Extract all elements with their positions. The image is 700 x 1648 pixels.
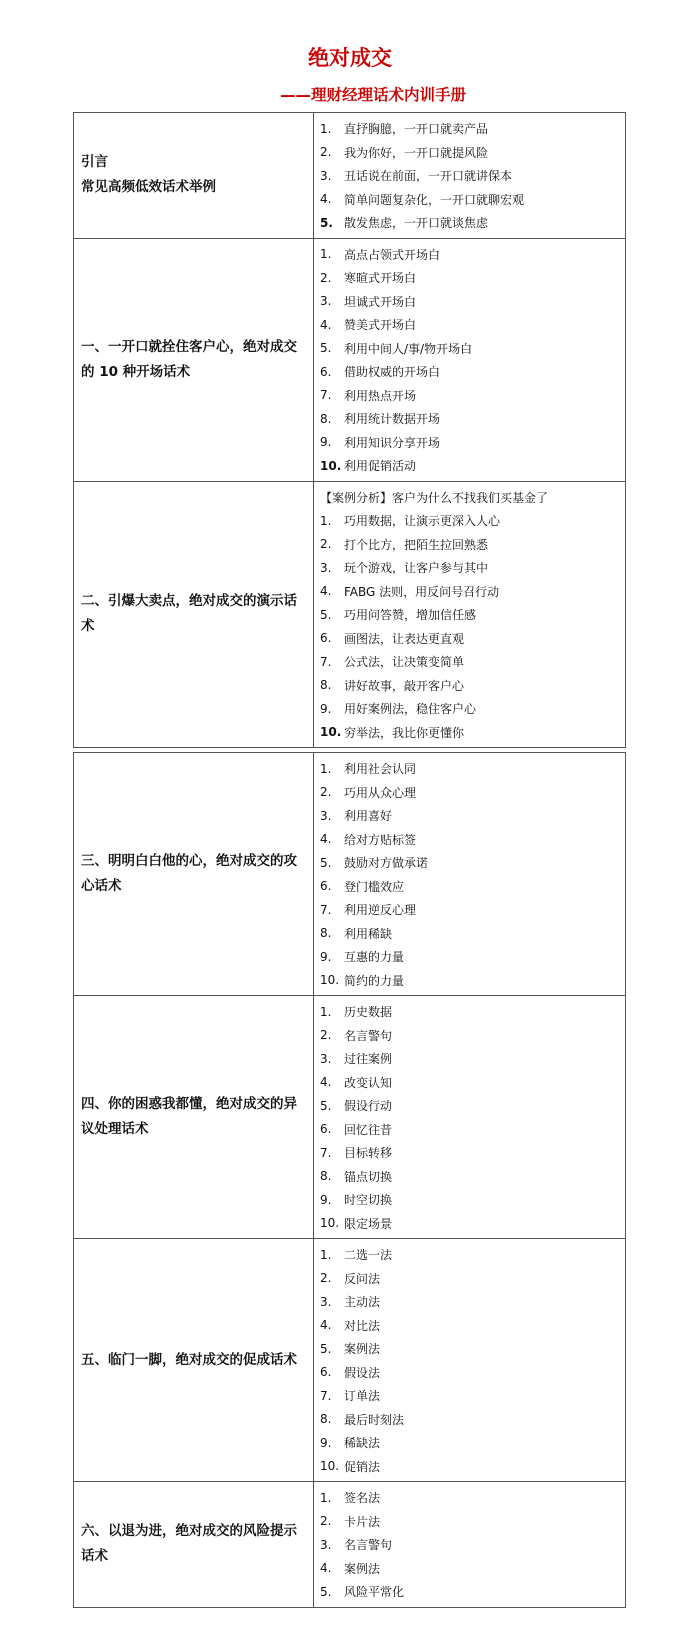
section-title-line: 一、一开口就拴住客户心，绝对成交的 10 种开场话术 — [81, 338, 297, 380]
list-item-text: 最后时刻法 — [344, 1412, 405, 1427]
list-item-text: 利用喜好 — [344, 809, 393, 824]
list-item-text: 订单法 — [344, 1389, 381, 1404]
section-title-line: 四、你的困惑我都懂，绝对成交的异议处理话术 — [81, 1096, 297, 1137]
list-item-text: 公式法，让决策变简单 — [344, 655, 465, 670]
list-item-number: 3. — [320, 294, 332, 309]
list-item-text: 利用稀缺 — [344, 926, 393, 941]
list-item-text: 借助权威的开场白 — [344, 365, 441, 380]
list-item-number: 9. — [320, 1192, 332, 1207]
list-item-text: 寒暄式开场白 — [344, 271, 417, 286]
list-item-number: 10. — [320, 1216, 340, 1231]
list-item-text: 巧用问答赞，增加信任感 — [344, 608, 477, 623]
list-item — [314, 1533, 625, 1557]
list-item-text: 利用促销活动 — [344, 459, 417, 474]
list-item-text: 促销法 — [344, 1459, 381, 1474]
list-item-number: 5. — [320, 1341, 332, 1356]
section-row — [74, 996, 626, 1239]
list-item-number: 2. — [320, 270, 332, 285]
list-item — [314, 1290, 625, 1314]
list-item-number: 5. — [320, 341, 332, 356]
list-item-number: 8. — [320, 1169, 332, 1184]
case-analysis-note: 【案例分析】客户为什么不找我们买基金了 — [320, 490, 549, 505]
section-title — [74, 113, 314, 239]
list-item — [314, 509, 625, 533]
list-item — [314, 1267, 625, 1291]
list-item — [314, 1071, 625, 1095]
list-item-number: 4. — [320, 1318, 332, 1333]
list-item-text: 利用统计数据开场 — [344, 412, 441, 427]
list-item-number: 7. — [320, 1388, 332, 1403]
list-item — [314, 1000, 625, 1024]
list-item-text: 反问法 — [344, 1271, 381, 1286]
list-item — [314, 945, 625, 969]
section-items — [314, 1239, 626, 1482]
list-item — [314, 1024, 625, 1048]
list-item-text: 假设法 — [344, 1365, 381, 1380]
list-item — [314, 431, 625, 455]
list-item-text: 画图法，让表达更直观 — [344, 631, 465, 646]
list-item-text: 利用中间人/事/物开场白 — [344, 341, 473, 356]
list-item-number: 2. — [320, 145, 332, 160]
section-title — [74, 1482, 314, 1608]
section-row — [74, 113, 626, 239]
list-item — [314, 1047, 625, 1071]
list-item — [314, 384, 625, 408]
list-item — [314, 1431, 625, 1455]
list-item-number: 9. — [320, 1435, 332, 1450]
list-item-number: 3. — [320, 1537, 332, 1552]
list-item-number: 10. — [320, 725, 342, 740]
section-title — [74, 996, 314, 1239]
section-row — [74, 481, 626, 748]
list-item-text: 过往案例 — [344, 1052, 393, 1067]
list-item — [314, 290, 625, 314]
list-item-text: 案例法 — [344, 1342, 381, 1357]
list-item — [314, 922, 625, 946]
list-item-text: 巧用数据，让演示更深入人心 — [344, 514, 501, 529]
list-item-number: 3. — [320, 1294, 332, 1309]
list-item-number: 2. — [320, 1514, 332, 1529]
list-item-number: 3. — [320, 808, 332, 823]
list-item-text: 巧用从众心理 — [344, 785, 417, 800]
list-item — [314, 556, 625, 580]
list-item-number: 5. — [320, 607, 332, 622]
list-item-text: 名言警句 — [344, 1028, 393, 1043]
list-item-number: 3. — [320, 560, 332, 575]
list-item — [314, 1486, 625, 1510]
document-title: 绝对成交 — [308, 46, 392, 70]
list-item-number: 1. — [320, 121, 332, 136]
section-title-line: 三、明明白白他的心，绝对成交的攻心话术 — [81, 853, 297, 894]
list-item — [314, 1165, 625, 1189]
list-item — [314, 243, 625, 267]
list-item — [314, 1384, 625, 1408]
list-item — [314, 1314, 625, 1338]
list-item-number: 9. — [320, 949, 332, 964]
list-item — [314, 1118, 625, 1142]
list-item-text: 锚点切换 — [344, 1169, 393, 1184]
list-item — [314, 1243, 625, 1267]
list-item-number: 7. — [320, 1145, 332, 1160]
list-item-number: 7. — [320, 388, 332, 403]
list-item-text: 目标转移 — [344, 1146, 393, 1161]
list-item — [314, 875, 625, 899]
list-item-text: 坦诚式开场白 — [344, 294, 417, 309]
list-item-text: 我为你好，一开口就提风险 — [344, 145, 489, 160]
list-item-text: 给对方贴标签 — [344, 832, 417, 847]
section-items — [314, 113, 626, 239]
list-item-text: 假设行动 — [344, 1099, 393, 1114]
list-item-text: 签名法 — [344, 1491, 381, 1506]
list-item-text: 利用逆反心理 — [344, 903, 417, 918]
list-item-text: 讲好故事，敲开客户心 — [344, 678, 465, 693]
list-item — [314, 313, 625, 337]
toc-table-2 — [73, 752, 626, 1608]
section-row — [74, 238, 626, 481]
list-item-text: 穷举法，我比你更懂你 — [344, 725, 465, 740]
list-item-number: 8. — [320, 411, 332, 426]
list-item — [314, 1094, 625, 1118]
list-item-text: 对比法 — [344, 1318, 381, 1333]
list-item — [314, 781, 625, 805]
list-item — [314, 627, 625, 651]
section-title — [74, 753, 314, 996]
list-item-number: 3. — [320, 1051, 332, 1066]
list-item-number: 5. — [320, 855, 332, 870]
list-item-text: 打个比方，把陌生拉回熟悉 — [344, 537, 489, 552]
section-title-line: 六、以退为进，绝对成交的风险提示话术 — [81, 1523, 297, 1565]
section-items — [314, 481, 626, 748]
list-item-number: 2. — [320, 785, 332, 800]
list-item-number: 6. — [320, 1365, 332, 1380]
list-item-text: 利用社会认同 — [344, 762, 417, 777]
list-item-number: 6. — [320, 364, 332, 379]
list-item — [314, 757, 625, 781]
section-items — [314, 753, 626, 996]
list-item — [314, 266, 625, 290]
list-item-number: 1. — [320, 1247, 332, 1262]
section-title — [74, 481, 314, 748]
list-item — [314, 141, 625, 165]
list-item-number: 7. — [320, 902, 332, 917]
toc-table-1 — [73, 112, 626, 748]
list-item-number: 2. — [320, 1271, 332, 1286]
list-item — [314, 1408, 625, 1432]
list-item-number: 8. — [320, 926, 332, 941]
list-item-number: 10. — [320, 458, 342, 473]
list-item-text: 主动法 — [344, 1295, 381, 1310]
list-item-text: 简约的力量 — [344, 973, 405, 988]
list-item-text: 改变认知 — [344, 1075, 393, 1090]
section-items — [314, 1482, 626, 1608]
list-item — [314, 454, 625, 478]
list-item — [314, 1188, 625, 1212]
list-item — [314, 1580, 625, 1604]
list-item-text: 登门槛效应 — [344, 879, 405, 894]
list-item-number: 6. — [320, 879, 332, 894]
list-item — [314, 674, 625, 698]
list-item-number: 4. — [320, 317, 332, 332]
list-item-number: 4. — [320, 584, 332, 599]
section-title — [74, 1239, 314, 1482]
list-item-number: 10. — [320, 973, 340, 988]
list-item — [314, 851, 625, 875]
list-item-text: 赞美式开场白 — [344, 318, 417, 333]
list-item-number: 1. — [320, 761, 332, 776]
list-item-text: 稀缺法 — [344, 1436, 381, 1451]
section-title-line: 二、引爆大卖点，绝对成交的演示话术 — [81, 593, 297, 635]
list-item — [314, 117, 625, 141]
list-item-text: 风险平常化 — [344, 1585, 405, 1600]
list-item — [314, 828, 625, 852]
list-item-number: 4. — [320, 832, 332, 847]
list-item — [314, 164, 625, 188]
list-item-number: 5. — [320, 215, 333, 230]
list-item-number: 1. — [320, 1490, 332, 1505]
section-title-line: 引言 — [81, 154, 108, 171]
list-item-number: 9. — [320, 435, 332, 450]
list-item-number: 4. — [320, 192, 332, 207]
list-item — [314, 533, 625, 557]
section-title-line: 五、临门一脚，绝对成交的促成话术 — [81, 1351, 297, 1368]
list-item-text: 高点占领式开场白 — [344, 247, 441, 262]
list-item — [314, 360, 625, 384]
list-item — [314, 1557, 625, 1581]
list-item-number: 4. — [320, 1075, 332, 1090]
list-item-number: 10. — [320, 1459, 340, 1474]
list-item — [314, 580, 625, 604]
list-item-number: 3. — [320, 168, 332, 183]
list-item-number: 2. — [320, 537, 332, 552]
list-item-number: 6. — [320, 1122, 332, 1137]
list-item-number: 1. — [320, 247, 332, 262]
list-item-text: 玩个游戏，让客户参与其中 — [344, 561, 489, 576]
list-item-text: 回忆往昔 — [344, 1122, 393, 1137]
list-item-number: 1. — [320, 1004, 332, 1019]
list-item — [314, 603, 625, 627]
list-item-text: 限定场景 — [344, 1216, 393, 1231]
list-item-number: 8. — [320, 678, 332, 693]
list-item — [314, 1455, 625, 1479]
list-item — [314, 650, 625, 674]
list-item-number: 1. — [320, 513, 332, 528]
list-item-number: 4. — [320, 1561, 332, 1576]
list-item — [314, 1337, 625, 1361]
section-title-line: 常见高频低效话术举例 — [81, 179, 216, 196]
list-item-text: 时空切换 — [344, 1193, 393, 1208]
list-item-text: FABG 法则，用反问号召行动 — [344, 584, 500, 599]
list-item-number: 5. — [320, 1098, 332, 1113]
list-item — [314, 697, 625, 721]
list-item-text: 卡片法 — [344, 1514, 381, 1529]
list-item — [314, 211, 625, 235]
list-item-number: 5. — [320, 1584, 332, 1599]
list-item — [314, 804, 625, 828]
list-item-text: 利用热点开场 — [344, 388, 417, 403]
list-item-number: 8. — [320, 1412, 332, 1427]
list-item — [314, 1510, 625, 1534]
list-item-text: 互惠的力量 — [344, 950, 405, 965]
list-item-number: 2. — [320, 1028, 332, 1043]
list-item-text: 丑话说在前面，一开口就讲保本 — [344, 169, 513, 184]
list-item-text: 简单问题复杂化，一开口就聊宏观 — [344, 192, 525, 207]
list-item — [314, 407, 625, 431]
section-row — [74, 1482, 626, 1608]
section-items — [314, 238, 626, 481]
document-subtitle: ——理财经理话术内训手册 — [280, 86, 467, 104]
list-item-text: 历史数据 — [344, 1005, 393, 1020]
list-item-text: 直抒胸臆，一开口就卖产品 — [344, 122, 489, 137]
section-row — [74, 1239, 626, 1482]
list-item-text: 案例法 — [344, 1561, 381, 1576]
list-item — [314, 721, 625, 745]
section-row — [74, 753, 626, 996]
list-item — [314, 1141, 625, 1165]
list-item — [314, 337, 625, 361]
list-item — [314, 1361, 625, 1385]
list-item-text: 利用知识分享开场 — [344, 435, 441, 450]
list-item-number: 9. — [320, 701, 332, 716]
list-item-text: 鼓励对方做承诺 — [344, 856, 429, 871]
section-title — [74, 238, 314, 481]
list-item-number: 7. — [320, 654, 332, 669]
section-items — [314, 996, 626, 1239]
list-item — [314, 188, 625, 212]
list-item-text: 用好案例法，稳住客户心 — [344, 702, 477, 717]
list-item-text: 二选一法 — [344, 1248, 393, 1263]
list-item-text: 散发焦虑，一开口就谈焦虑 — [344, 216, 489, 231]
list-item — [314, 898, 625, 922]
list-item-number: 6. — [320, 631, 332, 646]
list-item — [314, 969, 625, 993]
list-item-text: 名言警句 — [344, 1538, 393, 1553]
list-item — [314, 1212, 625, 1236]
